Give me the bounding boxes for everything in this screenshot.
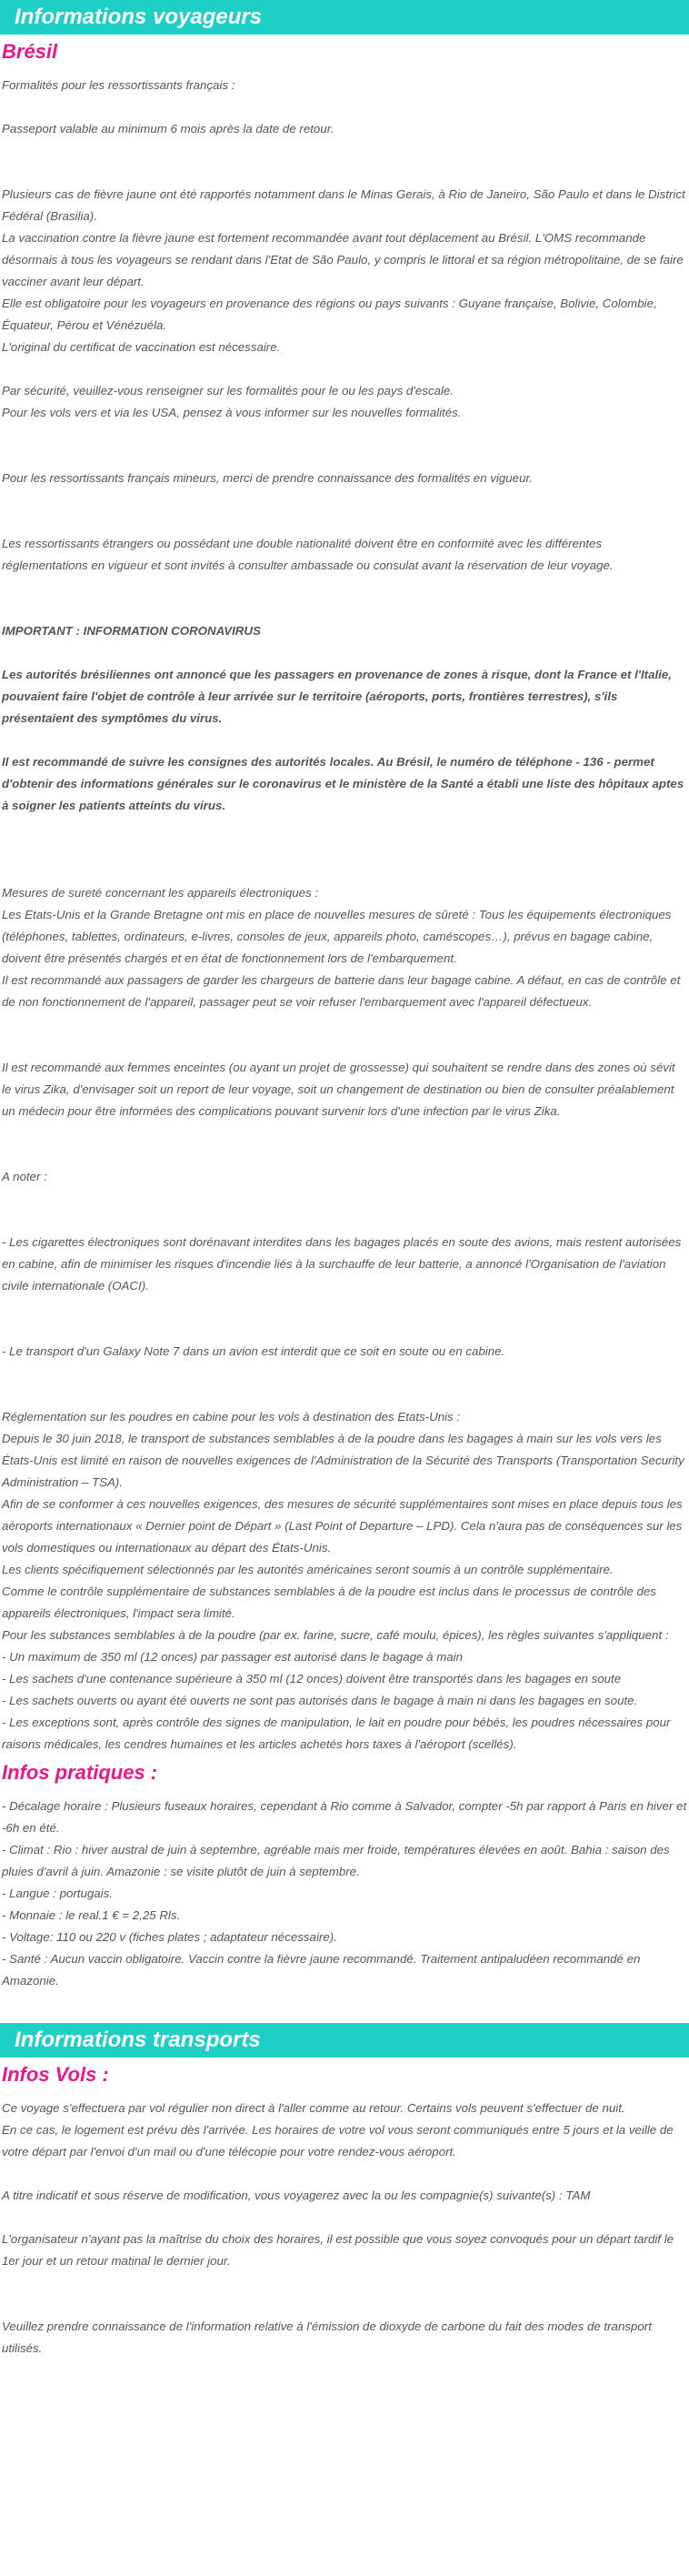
fievre-jaune-2: La vaccination contre la fièvre jaune est fortement recommandée avant tout déplacement au Brésil. L'OMS recommande désormais à tous les voyageurs se rendant dans l'Etat de São Paulo, y compris le littoral et sa région métropolitaine, de se faire vacciner avant leur départ. [2,231,684,288]
header-informations-voyageurs: Informations voyageurs [0,0,689,35]
poudres-text-5: Pour les substances semblables à de la poudre (par ex. farine, sucre, café moulu, épices), les règles suivantes s'appliquent : [2,1628,669,1642]
pratiques-monnaie: - Monnaie : le real.1 € = 2,25 Rls. [2,1908,181,1922]
infos-vols-content [0,2098,689,2360]
electroniques-text-1: Les Etats-Unis et la Grande Bretagne ont mis en place de nouvelles mesures de sûreté : Tous les équipements électroniques (téléphones, tablettes, ordinateurs, e-livres, consoles de jeux, appareils photo, caméscopes…), prévus en bagage cabine, doivent être présentés chargés et en état de fonctionnement lors de l'embarquement. [2,908,672,965]
pratiques-voltage: - Voltage: 110 ou 220 v (fiches plates ; adaptateur nécessaire). [2,1930,337,1944]
a-noter-label: A noter : [2,1170,47,1183]
voyageurs-content [0,75,689,1756]
horaires-text: L'organisateur n'ayant pas la maîtrise du choix des horaires, il est possible que vous soyez convoqués pour un départ tardif le 1er jour et un retour matinal le dernier jour. [2,2232,674,2268]
poudres-text-2: Afin de se conformer à ces nouvelles exigences, des mesures de sécurité supplémentaires sont mises en place depuis tous les aéroports internationaux « Dernier point de Départ » (Last Point of Departure – LPD). Cela n'aura pas de conséquences sur les vols domestiques ou internationaux au départ des États-Unis. [2,1497,683,1555]
securite-escale: Par sécurité, veuillez-vous renseigner sur les formalités pour le ou les pays d'escale. [2,384,454,397]
vol-text-2: En ce cas, le logement est prévu dès l'arrivée. Les horaires de votre vol vous seront communiqués entre 5 jours et la veille de votre départ par l'envoi d'un mail ou d'une télécopie pour votre rendez-vous aéroport. [2,2123,674,2158]
pratiques-climat: - Climat : Rio : hiver austral de juin à septembre, agréable mais mer froide, températures élevées en août. Bahia : saison des pluies d'avril à juin. Amazonie : se visite plutôt de juin à septembre. [2,1843,670,1878]
poudres-rule-2: - Les sachets d'une contenance supérieure à 350 ml (12 onces) doivent être transportés dans les bagages en soute [2,1672,622,1685]
carbone-text: Veuillez prendre connaissance de l'information relative à l'émission de dioxyde de carbone du fait des modes de transport utilisés. [2,2319,652,2355]
electroniques-title: Mesures de sureté concernant les appareils électroniques : [2,886,319,900]
galaxy-note-text: - Le transport d'un Galaxy Note 7 dans un avion est interdit que ce soit en soute ou en cabine. [2,1344,505,1358]
zika-text: Il est recommandé aux femmes enceintes (ou ayant un projet de grossesse) qui souhaitent se rendre dans des zones où sévit le virus Zika, d'envisager soit un report de leur voyage, soit un changement de destination ou bien de consulter préalablement un médecin pour être informées des complications pouvant survenir lors d'une infection par le virus Zika. [2,1061,675,1118]
coronavirus-text-1: Les autorités brésiliennes ont annoncé que les passagers en provenance de zones à risque, dont la France et l'Italie, pouvaient faire l'objet de contrôle à leur arrivée sur le territoire (aéroports, ports, frontières terrestres), s'ils présentaient des symptômes du virus. [2,668,672,725]
mineurs-text: Pour les ressortissants français mineurs, merci de prendre connaissance des formalités en vigueur. [2,471,534,485]
compagnie-text: A titre indicatif et sous réserve de modification, vous voyagerez avec la ou les compagnie(s) suivante(s) : TAM [2,2189,591,2202]
infos-pratiques-content [0,1796,689,1992]
fievre-jaune-4: L'original du certificat de vaccination est nécessaire. [2,340,281,354]
coronavirus-text-2: Il est recommandé de suivre les consignes des autorités locales. Au Brésil, le numéro de téléphone - 136 - permet d'obtenir des informations générales sur le coronavirus et le ministère de la Santé a établi une liste des hôpitaux aptes à soigner les patients atteints du virus. [2,755,684,812]
poudres-rule-1: - Un maximum de 350 ml (12 onces) par passager est autorisé dans le bagage à main [2,1650,464,1664]
pratiques-sante: - Santé : Aucun vaccin obligatoire. Vaccin contre la fièvre jaune recommandé. Traitement antipaludéen recommandé en Amazonie. [2,1952,641,1987]
pratiques-decalage: - Décalage horaire : Plusieurs fuseaux horaires, cependant à Rio comme à Salvador, compter -5h par rapport à Paris en hiver et -6h en été. [2,1799,687,1835]
pratiques-langue: - Langue : portugais. [2,1887,113,1900]
fievre-jaune-1: Plusieurs cas de fièvre jaune ont été rapportés notamment dans le Minas Gerais, à Rio de Janeiro, São Paulo et dans le District Fédéral (Brasilia). [2,187,685,223]
electroniques-text-2: Il est recommandé aux passagers de garder les chargeurs de batterie dans leur bagage cabine. A défaut, en cas de contrôle et de non fonctionnement de l'appareil, passager peut se voir refuser l'embarquement avec l'appareil défectueux. [2,973,681,1009]
fievre-jaune-3: Elle est obligatoire pour les voyageurs en provenance des régions ou pays suivants : Guyane française, Bolivie, Colombie, Équateur, Pérou et Vénézuéla. [2,297,657,332]
poudres-rule-3: - Les sachets ouverts ou ayant été ouverts ne sont pas autorisés dans le bagage à main ni dans les bagages en soute. [2,1694,638,1707]
vol-text-1: Ce voyage s'effectuera par vol régulier non direct à l'aller comme au retour. Certains vols peuvent s'effectuer de nuit. [2,2101,625,2115]
formalites-intro: Formalités pour les ressortissants français : [2,78,235,92]
securite-usa: Pour les vols vers et via les USA, pensez à vous informer sur les nouvelles formalités. [2,406,462,419]
poudres-title: Réglementation sur les poudres en cabine pour les vols à destination des Etats-Unis : [2,1410,461,1424]
header-informations-transports: Informations transports [0,2023,689,2058]
etrangers-text: Les ressortissants étrangers ou possédant une double nationalité doivent être en conformité avec les différentes réglementations en vigueur et sont invités à consulter ambassade ou consulat avant la réservation de leur voyage. [2,537,614,572]
poudres-rule-4: - Les exceptions sont, après contrôle des signes de manipulation, le lait en poudre pour bébés, les poudres nécessaires pour raisons médicales, les cendres humaines et les articles achetés hors taxes à l'aéroport (scellés). [2,1716,671,1751]
cigarettes-text: - Les cigarettes électroniques sont dorénavant interdites dans les bagages placés en soute des avions, mais restent autorisées en cabine, afin de minimiser les risques d'incendie liés à la surchauffe de leur batterie, a annoncé l'Organisation de l'aviation civile internationale (OACI). [2,1235,682,1293]
infos-pratiques-title: Infos pratiques : [2,1761,158,1784]
poudres-text-3: Les clients spécifiquement sélectionnés par les autorités américaines seront soumis à un contrôle supplémentaire. [2,1563,614,1576]
passeport-text: Passeport valable au minimum 6 mois après la date de retour. [2,122,335,136]
coronavirus-title: IMPORTANT : INFORMATION CORONAVIRUS [2,624,261,638]
country-title: Brésil [2,40,58,63]
poudres-text-4: Comme le contrôle supplémentaire de substances semblables à de la poudre est inclus dans le processus de contrôle des appareils électroniques, l'impact sera limité. [2,1585,656,1620]
poudres-text-1: Depuis le 30 juin 2018, le transport de substances semblables à de la poudre dans les bagages à main sur les vols vers les États-Unis est limité en raison de nouvelles exigences de l'Administration de la Sécurité des Transports (Transportation Security Administration – TSA). [2,1432,684,1489]
infos-vols-title: Infos Vols : [2,2063,109,2086]
